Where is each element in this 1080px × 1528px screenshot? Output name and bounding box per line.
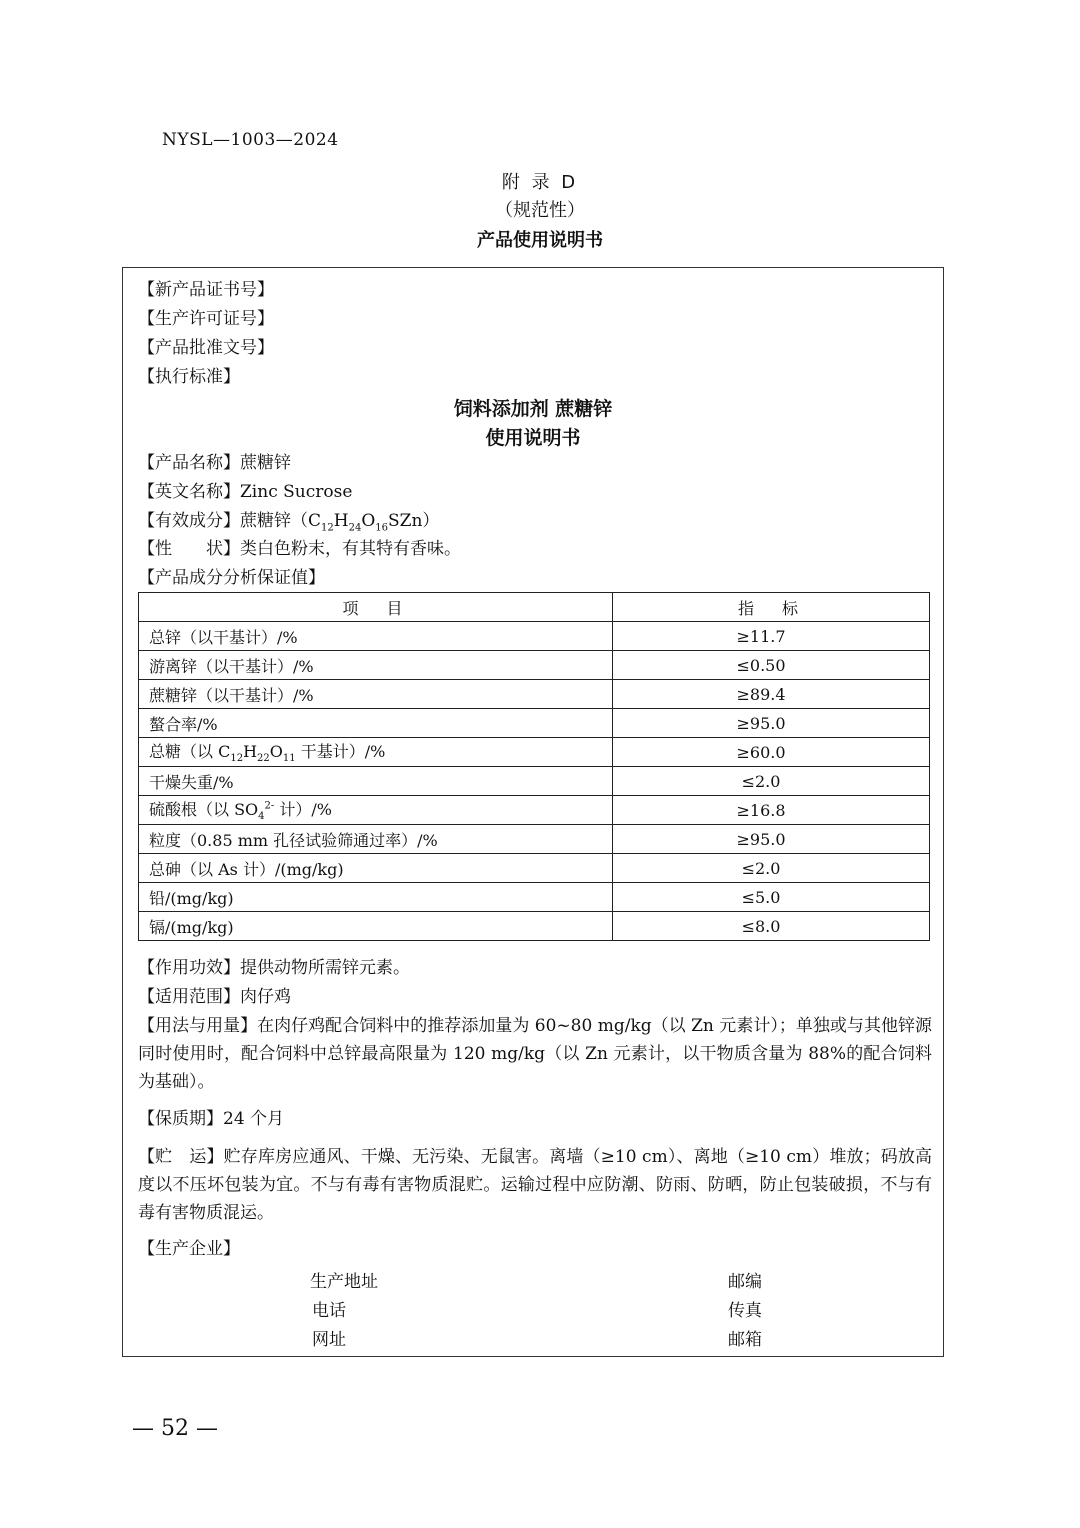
manufacturer-website: 网址 (312, 1330, 346, 1350)
document-title: 产品使用说明书 (477, 230, 603, 251)
english-name: 【英文名称】Zinc Sucrose (138, 482, 353, 502)
field-new-product-cert: 【新产品证书号】 (138, 280, 274, 300)
analysis-label: 【产品成分分析保证值】 (138, 568, 325, 588)
table-row: 螯合率/% ≥95.0 (139, 709, 930, 738)
table-row: 铅/(mg/kg) ≤5.0 (139, 883, 930, 912)
table-row: 游离锌（以干基计）/% ≤0.50 (139, 651, 930, 680)
table-row: 硫酸根（以 $SO_4^{2-}$ 计）/% ≥16.8 (139, 796, 930, 825)
product-subtitle: 使用说明书 (485, 427, 581, 449)
document-code: NYSL—1003—2024 (162, 130, 339, 150)
table-header-row (139, 593, 930, 622)
product-title: 饲料添加剂 蔗糖锌 (453, 398, 613, 420)
table-row: 总锌（以干基计）/% ≥11.7 (139, 622, 930, 651)
storage-transport: 【贮 运】贮存库房应通风、干燥、无污染、无鼠害。离墙（≥10 cm）、离地（≥10 cm）堆放；码放高度以不压坏包装为宜。不与有毒有害物质混贮。运输过程中应防潮、防雨、防晒，防止包装破损，不与有毒有害物质混运。 (138, 1147, 932, 1223)
manufacturer-phone: 电话 (312, 1301, 346, 1321)
field-approval-number: 【产品批准文号】 (138, 338, 274, 358)
manufacturer-fax: 传真 (728, 1301, 762, 1321)
header-value: 指 标 (613, 593, 930, 622)
table-row: 总砷（以 As 计）/(mg/kg) ≤2.0 (139, 854, 930, 883)
product-name: 【产品名称】蔗糖锌 (138, 453, 291, 473)
manufacturer-email: 邮箱 (728, 1330, 762, 1350)
table-row: 镉/(mg/kg) ≤8.0 (139, 912, 930, 941)
page-number: — 52 — (132, 1416, 218, 1441)
appearance: 【性 状】类白色粉末，有其特有香味。 (138, 539, 461, 559)
table-row: 蔗糖锌（以干基计）/% ≥89.4 (139, 680, 930, 709)
table-row: 粒度（0.85 mm 孔径试验筛通过率）/% ≥95.0 (139, 825, 930, 854)
shelf-life: 【保质期】24 个月 (138, 1109, 285, 1129)
table-row: 干燥失重/% ≤2.0 (139, 767, 930, 796)
appendix-label: 附 录 D (501, 172, 579, 193)
specification-table (138, 592, 930, 941)
scope: 【适用范围】肉仔鸡 (138, 987, 291, 1007)
active-ingredient: 【有效成分】蔗糖锌$(C_{12}H_{24}O_{16}SZn)$ (138, 511, 440, 534)
manufacturer-label: 【生产企业】 (138, 1239, 240, 1259)
usage-dosage: 【用法与用量】在肉仔鸡配合饲料中的推荐添加量为 60~80 mg/kg（以 Zn 元素计）；单独或与其他锌源同时使用时，配合饲料中总锌最高限量为 120 mg/kg（以 Zn 元素计，以干物质含量为 88%的配合饲料为基础）。 (138, 1016, 932, 1092)
manufacturer-address: 生产地址 (310, 1272, 378, 1292)
header-item: 项 目 (139, 593, 613, 622)
manufacturer-postcode: 邮编 (728, 1272, 762, 1292)
field-standard: 【执行标准】 (138, 367, 240, 387)
table-row: 总糖（以 $C_{12}H_{22}O_{11}$ 干基计）/% ≥60.0 (139, 738, 930, 767)
field-production-license: 【生产许可证号】 (138, 309, 274, 329)
function: 【作用功效】提供动物所需锌元素。 (138, 958, 410, 978)
normative-label: （规范性） (495, 200, 585, 221)
